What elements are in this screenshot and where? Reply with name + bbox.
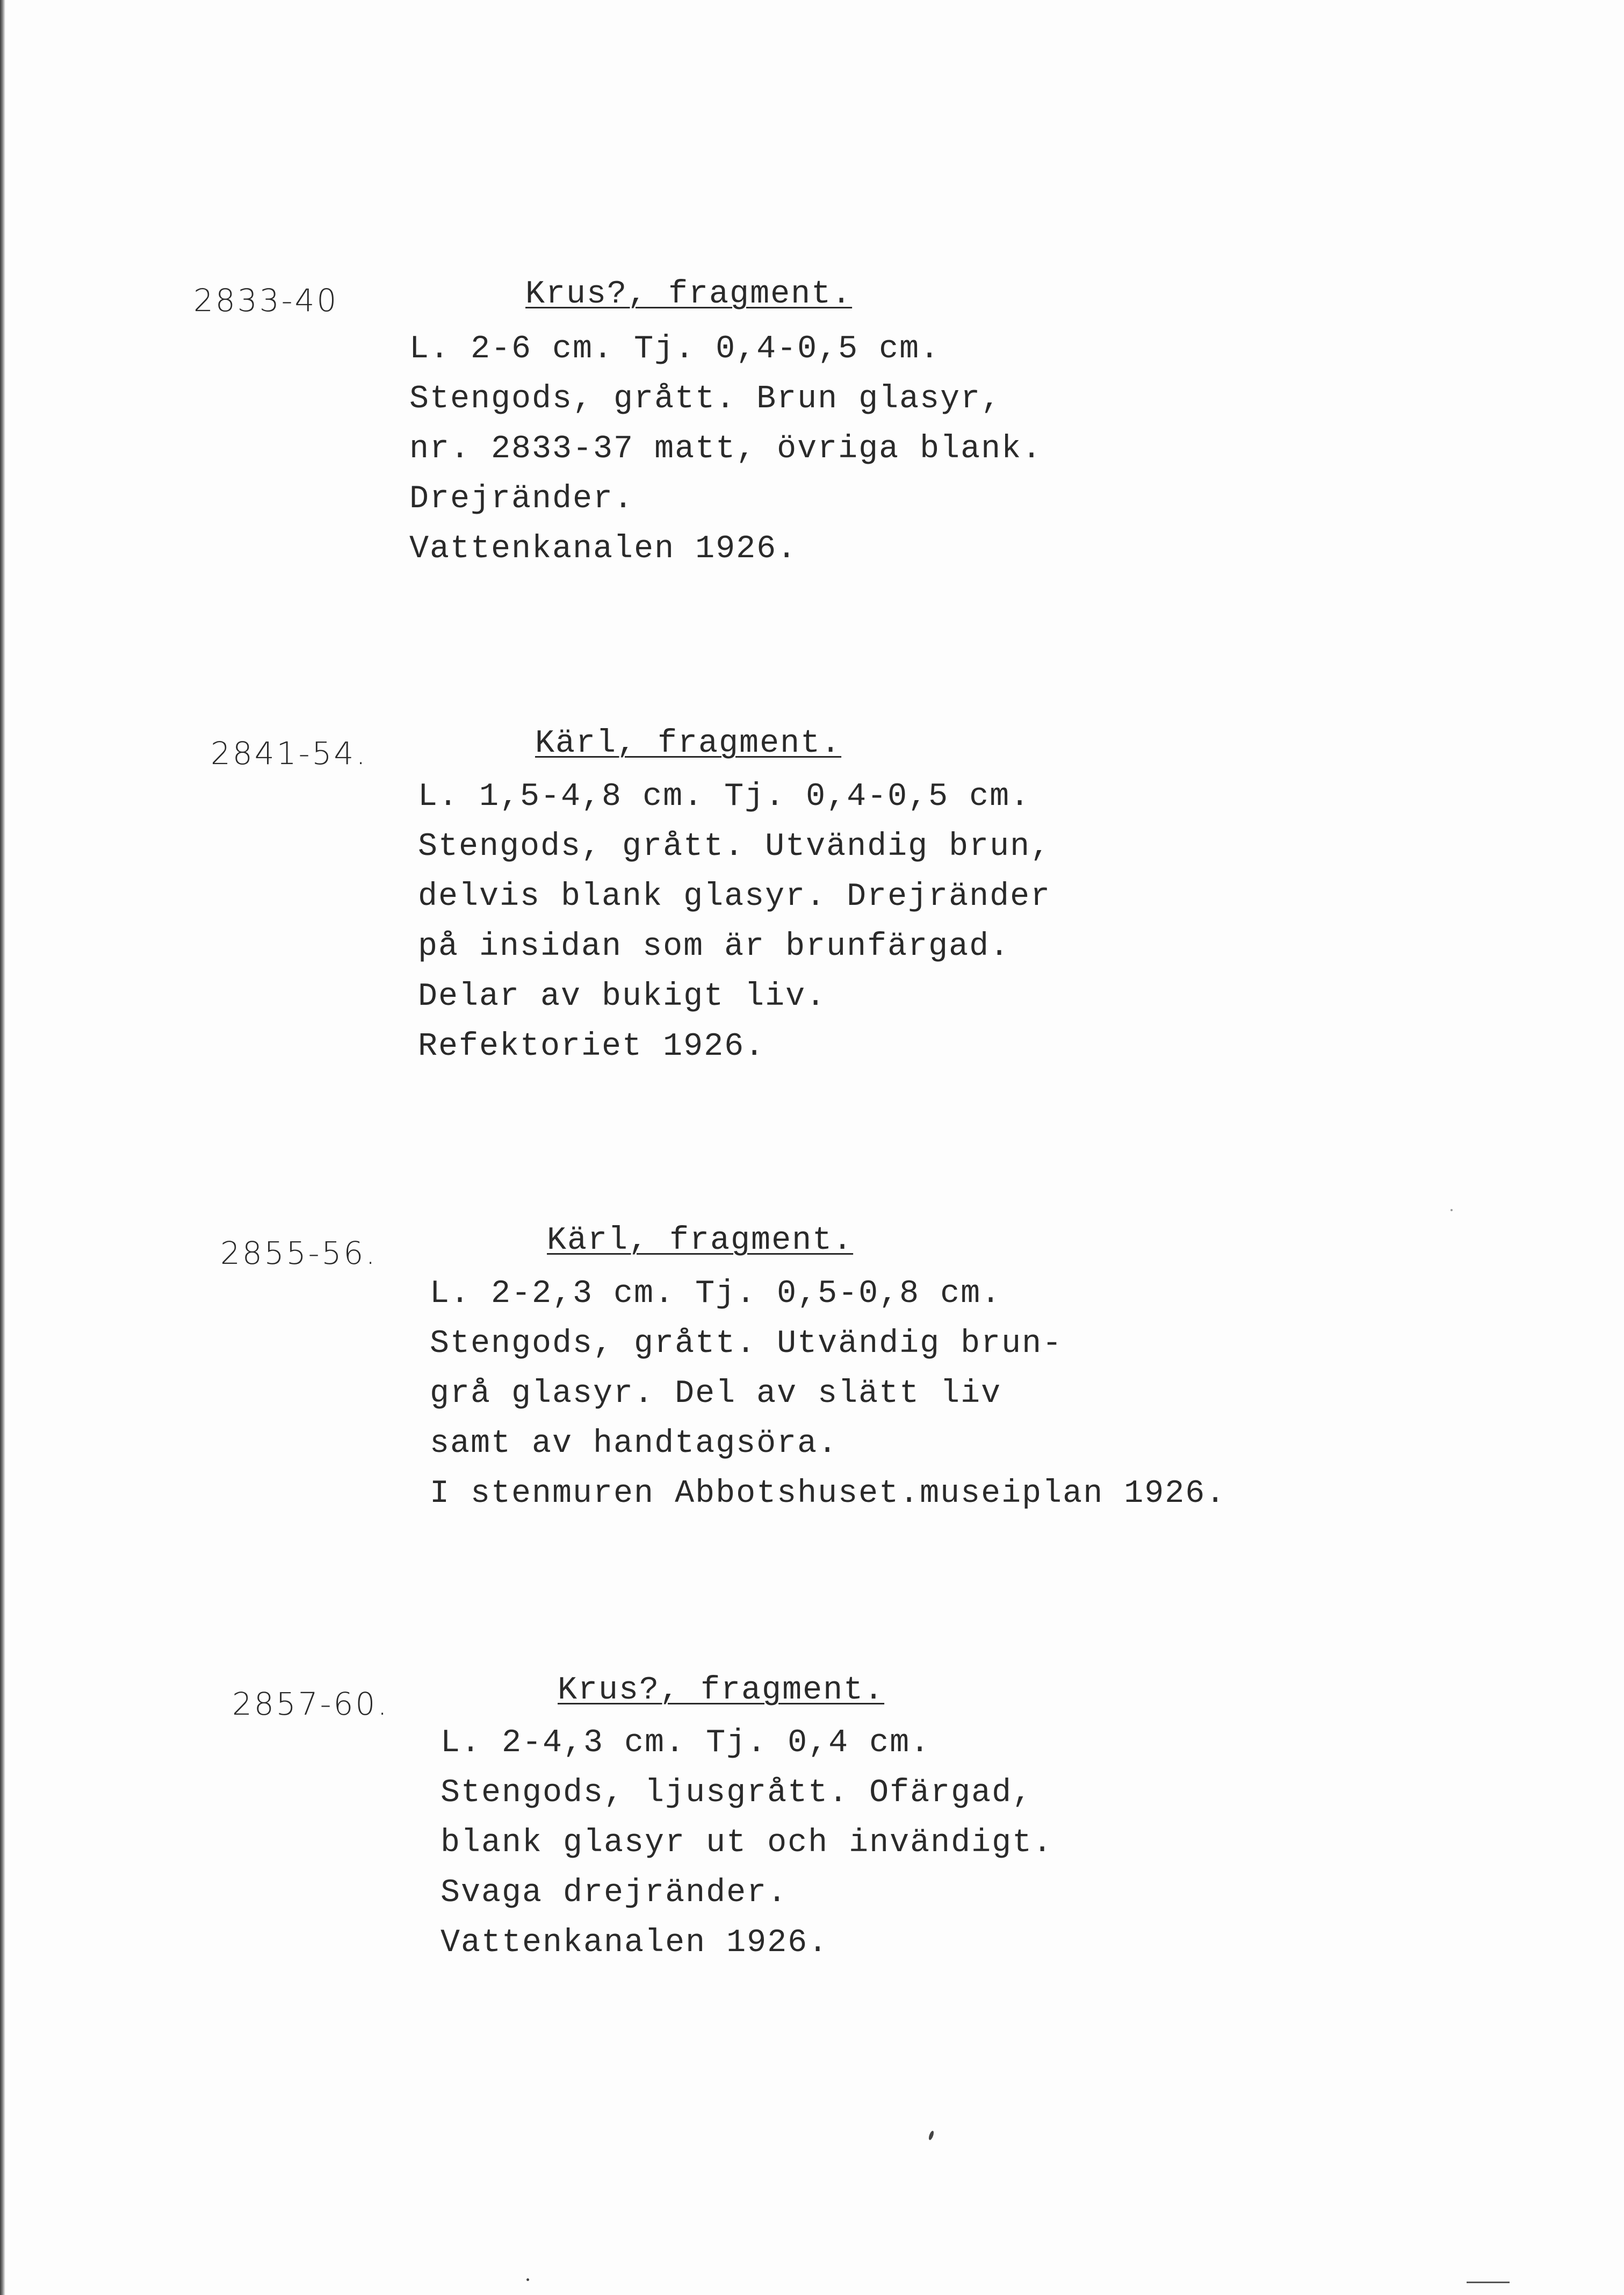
catalog-number: 2855-56.: [220, 1235, 378, 1271]
description-line: Stengods, grått. Utvändig brun-: [430, 1326, 1063, 1362]
entry-title: Kärl, fragment.: [535, 725, 842, 762]
entry-title: Krus?, fragment.: [525, 276, 853, 313]
description-line: L. 2-4,3 cm. Tj. 0,4 cm.: [441, 1725, 931, 1761]
ink-speck: [1450, 1209, 1453, 1211]
description-line: L. 2-2,3 cm. Tj. 0,5-0,8 cm.: [430, 1276, 1002, 1312]
entry-description: [430, 1269, 1226, 1519]
catalog-number: 2841-54.: [211, 735, 368, 772]
catalog-number: 2833-40: [193, 282, 339, 319]
description-line: Vattenkanalen 1926.: [409, 531, 798, 567]
description-line: L. 2-6 cm. Tj. 0,4-0,5 cm.: [409, 331, 941, 368]
scan-edge-mark: [1467, 2282, 1510, 2283]
catalog-number: 2857-60.: [232, 1686, 389, 1722]
description-line: på insidan som är brunfärgad.: [418, 929, 1011, 965]
description-line: grå glasyr. Del av slätt liv: [430, 1376, 1002, 1412]
description-line: Stengods, grått. Brun glasyr,: [409, 381, 1002, 418]
description-line: Drejränder.: [409, 481, 634, 517]
entry-title: Krus?, fragment.: [558, 1672, 885, 1709]
entry-description: [409, 325, 1042, 574]
entry-description: [441, 1718, 1053, 1968]
description-line: samt av handtagsöra.: [430, 1426, 839, 1462]
description-line: delvis blank glasyr. Drejränder: [418, 879, 1051, 915]
description-line: nr. 2833-37 matt, övriga blank.: [409, 431, 1043, 467]
description-line: Stengods, ljusgrått. Ofärgad,: [441, 1775, 1033, 1811]
ink-speck: [928, 2130, 935, 2140]
description-line: Stengods, grått. Utvändig brun,: [418, 829, 1051, 865]
description-line: blank glasyr ut och invändigt.: [441, 1825, 1053, 1861]
ink-speck: [526, 2278, 529, 2281]
description-line: L. 1,5-4,8 cm. Tj. 0,4-0,5 cm.: [418, 779, 1031, 815]
entry-description: [418, 772, 1051, 1072]
description-line: I stenmuren Abbotshuset.museiplan 1926.: [430, 1476, 1226, 1512]
description-line: Refektoriet 1926.: [418, 1028, 766, 1065]
description-line: Svaga drejränder.: [441, 1875, 788, 1911]
description-line: Delar av bukigt liv.: [418, 979, 827, 1015]
entry-title: Kärl, fragment.: [547, 1222, 854, 1259]
scan-left-edge: [0, 0, 5, 2295]
description-line: Vattenkanalen 1926.: [441, 1925, 829, 1961]
